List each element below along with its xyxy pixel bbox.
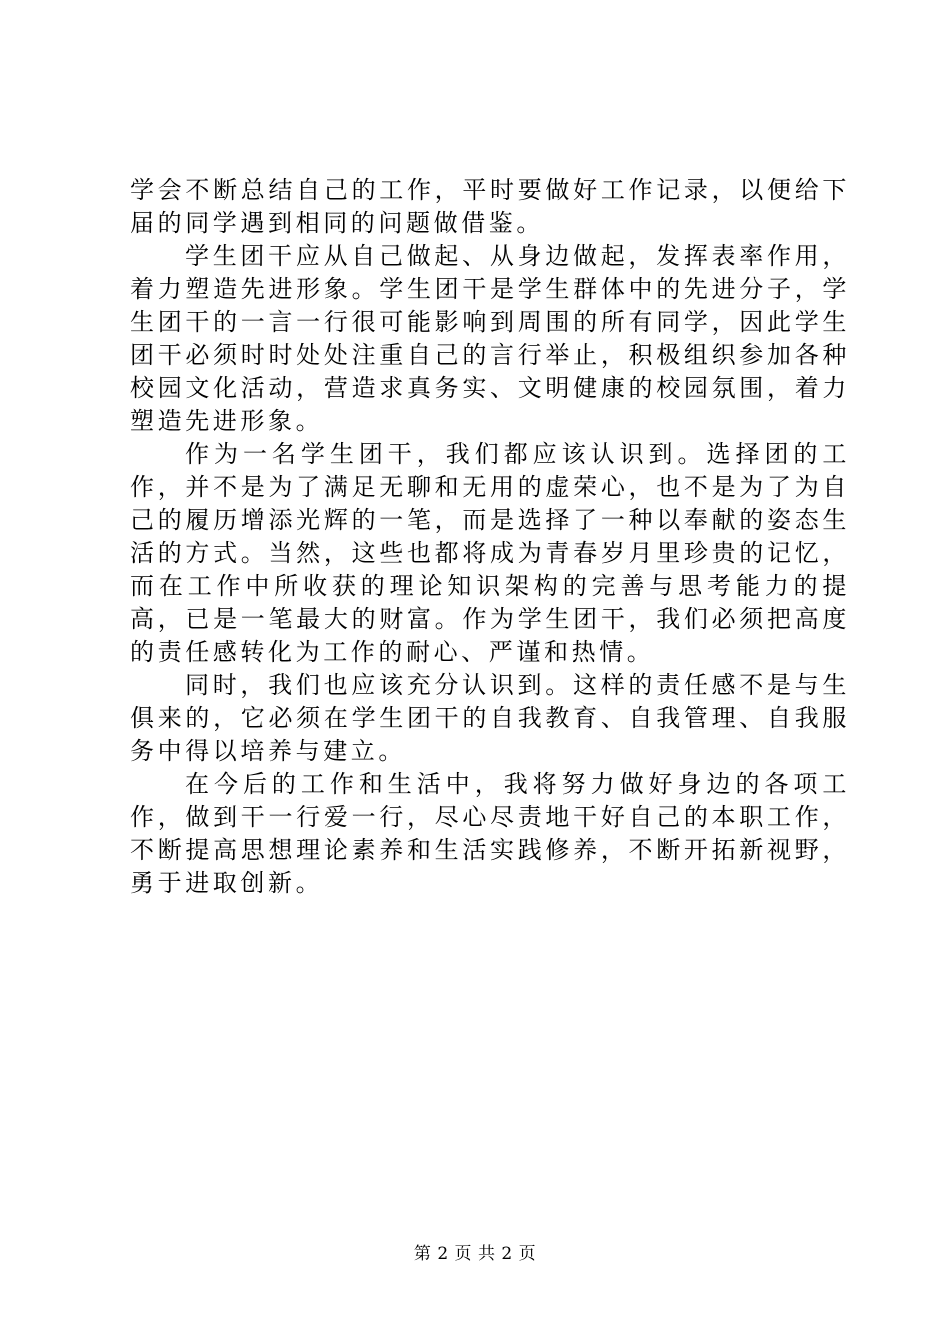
paragraph-continuation: 学会不断总结自己的工作，平时要做好工作记录，以便给下届的同学遇到相同的问题做借鉴。 — [130, 176, 850, 237]
page-footer — [0, 1243, 950, 1265]
paragraph-sense-of-responsibility: 同时，我们也应该充分认识到。这样的责任感不是与生俱来的，它必须在学生团干的自我教育、自我管理、自我服务中得以培养与建立。 — [130, 671, 850, 765]
page-number-label: 第 2 页 共 2 页 — [413, 1244, 537, 1264]
document-body — [130, 174, 850, 900]
paragraph-student-leader-example: 学生团干应从自己做起、从身边做起，发挥表率作用，着力塑造先进形象。学生团干是学生群体中的先进分子，学生团干的一言一行很可能影响到周围的所有同学，因此学生团干必须时时处处注重自己的言行举止，积极组织参加各种校园文化活动，营造求真务实、文明健康的校园氛围，着力塑造先进形象。 — [130, 242, 850, 435]
paragraph-choosing-league-work: 作为一名学生团干，我们都应该认识到。选择团的工作，并不是为了满足无聊和无用的虚荣心，也不是为了为自己的履历增添光辉的一笔，而是选择了一种以奉献的姿态生活的方式。当然，这些也都将成为青春岁月里珍贵的记忆，而在工作中所收获的理论知识架构的完善与思考能力的提高，已是一笔最大的财富。作为学生团干，我们必须把高度的责任感转化为工作的耐心、严谨和热情。 — [130, 440, 850, 666]
paragraph-future-commitment: 在今后的工作和生活中，我将努力做好身边的各项工作，做到干一行爱一行，尽心尽责地干好自己的本职工作，不断提高思想理论素养和生活实践修养，不断开拓新视野，勇于进取创新。 — [130, 770, 850, 897]
